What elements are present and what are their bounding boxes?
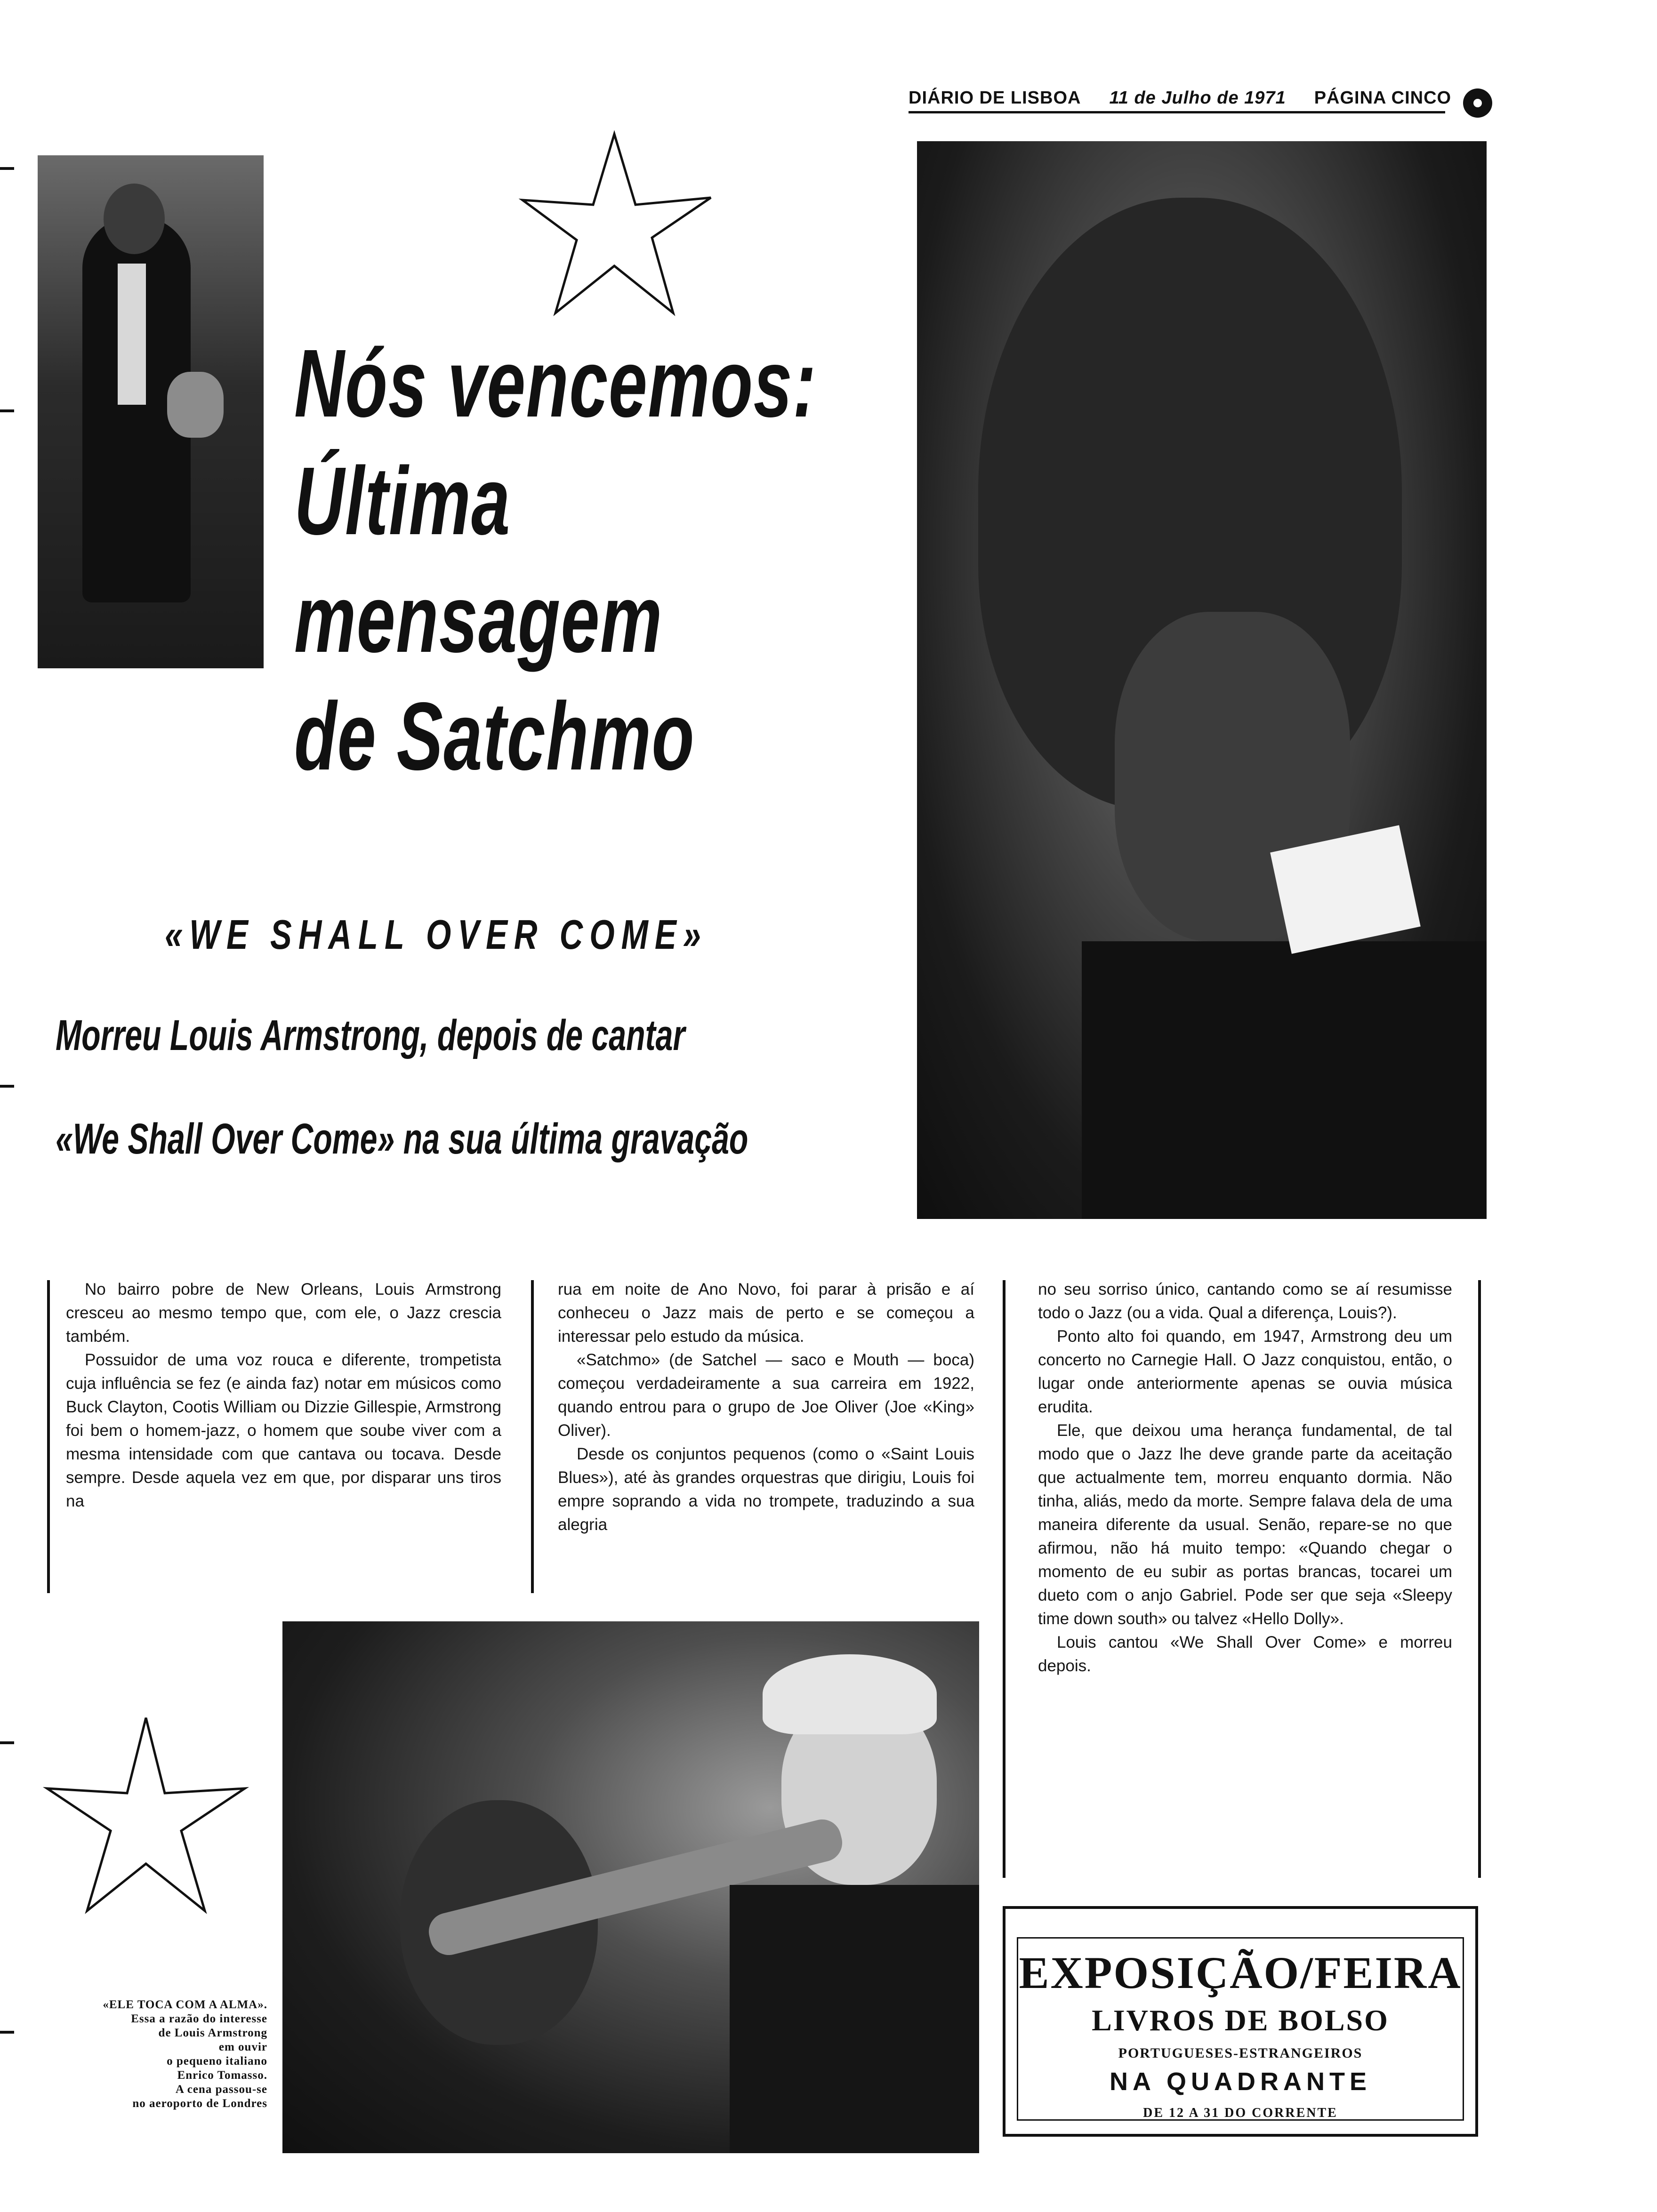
paragraph: Ele, que deixou uma herança fundamental, de tal modo que o Jazz lhe deve grande parte da aceitação que actualmente tem, morreu enquanto dormia. Não tinha, aliás, medo da morte. Sempre falava dela de uma maneira diferente da usual. Senão, repare-se no que afirmou, não há muito tempo: «Quando chegar o momento de eu subir as portas brancas, tocarei um dueto com o anjo Gabriel. Pode ser que seja «Sleepy time down south» ou talvez «Hello Dolly». bbox=[1038, 1421, 1452, 1628]
ad-small-text: PORTUGUESES-ESTRANGEIROS bbox=[1118, 2045, 1363, 2061]
column-rule bbox=[1003, 1280, 1005, 1878]
column-rule bbox=[47, 1280, 50, 1593]
photo-armstrong-standing bbox=[38, 155, 264, 668]
issue-date: 11 de Julho de 1971 bbox=[1109, 88, 1286, 108]
filled-circle-icon bbox=[1463, 88, 1492, 118]
paragraph: no seu sorriso único, cantando como se aí resumisse todo o Jazz (ou a vida. Qual a diferença, Louis?). bbox=[1038, 1280, 1452, 1322]
paragraph: Louis cantou «We Shall Over Come» e morreu depois. bbox=[1038, 1633, 1452, 1675]
paragraph: Desde os conjuntos pequenos (como o «Saint Louis Blues»), até às grandes orquestras que dirigiu, Louis foi empre soprando a vida no trompete, traduzindo a sua alegria bbox=[558, 1445, 974, 1534]
article-column-3 bbox=[1038, 1278, 1452, 1678]
star-outline-icon bbox=[518, 129, 716, 327]
column-rule bbox=[531, 1280, 534, 1593]
subhead-line: «We Shall Over Come» na sua última gravação bbox=[56, 1115, 748, 1163]
paragraph: No bairro pobre de New Orleans, Louis Armstrong cresceu ao mesmo tempo que, com ele, o Jazz crescia também. bbox=[66, 1280, 501, 1346]
masthead bbox=[909, 84, 1464, 112]
book-fair-advertisement bbox=[1003, 1906, 1478, 2137]
kicker: «WE SHALL OVER COME» bbox=[165, 911, 708, 958]
headline-line: Nós vencemos: bbox=[294, 329, 817, 437]
caption-line: em ouvir bbox=[218, 2041, 267, 2053]
caption-line: «ELE TOCA COM A ALMA». bbox=[103, 1998, 267, 2011]
photo-armstrong-trumpet bbox=[282, 1621, 979, 2153]
headline-line: Última bbox=[294, 447, 511, 555]
paragraph: «Satchmo» (de Satchel — saco e Mouth — boca) começou verdadeiramente a sua carreira em 1922, quando entrou para o grupo de Joe Oliver (Joe «King» Oliver). bbox=[558, 1351, 974, 1440]
caption-line: no aeroporto de Londres bbox=[132, 2097, 267, 2110]
edge-mark bbox=[0, 167, 14, 170]
column-rule bbox=[1478, 1280, 1481, 1878]
page-label: PÁGINA CINCO bbox=[1314, 88, 1452, 108]
caption-line: o pequeno italiano bbox=[167, 2055, 267, 2068]
caption-line: Enrico Tomasso. bbox=[177, 2069, 267, 2082]
edge-mark bbox=[0, 1741, 14, 1744]
photo-caption bbox=[41, 1998, 267, 2111]
newspaper-name: DIÁRIO DE LISBOA bbox=[909, 88, 1081, 108]
article-column-2 bbox=[558, 1278, 974, 1537]
paragraph: Ponto alto foi quando, em 1947, Armstrong deu um concerto no Carnegie Hall. O Jazz conquistou, então, o lugar onde anteriormente apenas se ouvia música erudita. bbox=[1038, 1327, 1452, 1416]
article-column-1 bbox=[66, 1278, 501, 1513]
subhead-line: Morreu Louis Armstrong, depois de cantar bbox=[56, 1011, 685, 1059]
caption-line: A cena passou-se bbox=[175, 2083, 267, 2096]
headline-line: mensagem bbox=[294, 565, 663, 673]
star-outline-icon bbox=[42, 1713, 249, 1920]
headline bbox=[294, 325, 817, 795]
ad-title: EXPOSIÇÃO/FEIRA bbox=[1019, 1948, 1462, 1998]
paragraph: Possuidor de uma voz rouca e diferente, trompetista cuja influência se fez (e ainda faz) notar em músicos como Buck Clayton, Cootis William ou Dizzie Gillespie, Armstrong foi bem o homem-jazz, o homem que soube viver com a mesma intensidade com que cantava ou tocava. Desde sempre. Desde aquela vez em que, por disparar uns tiros na bbox=[66, 1351, 501, 1510]
ad-dates: DE 12 A 31 DO CORRENTE bbox=[1143, 2106, 1338, 2120]
masthead-rule bbox=[909, 111, 1445, 113]
headline-line: de Satchmo bbox=[294, 682, 695, 790]
ad-venue: NA QUADRANTE bbox=[1110, 2068, 1371, 2096]
edge-mark bbox=[0, 409, 14, 412]
caption-line: de Louis Armstrong bbox=[158, 2027, 267, 2039]
paragraph: rua em noite de Ano Novo, foi parar à prisão e aí conheceu o Jazz mais de perto e se começou a interessar pelo estudo da música. bbox=[558, 1280, 974, 1346]
ad-subtitle: LIVROS DE BOLSO bbox=[1092, 2004, 1389, 2037]
caption-line: Essa a razão do interesse bbox=[131, 2012, 267, 2025]
edge-mark bbox=[0, 1085, 14, 1088]
edge-mark bbox=[0, 2031, 14, 2034]
photo-armstrong-portrait bbox=[917, 141, 1487, 1219]
